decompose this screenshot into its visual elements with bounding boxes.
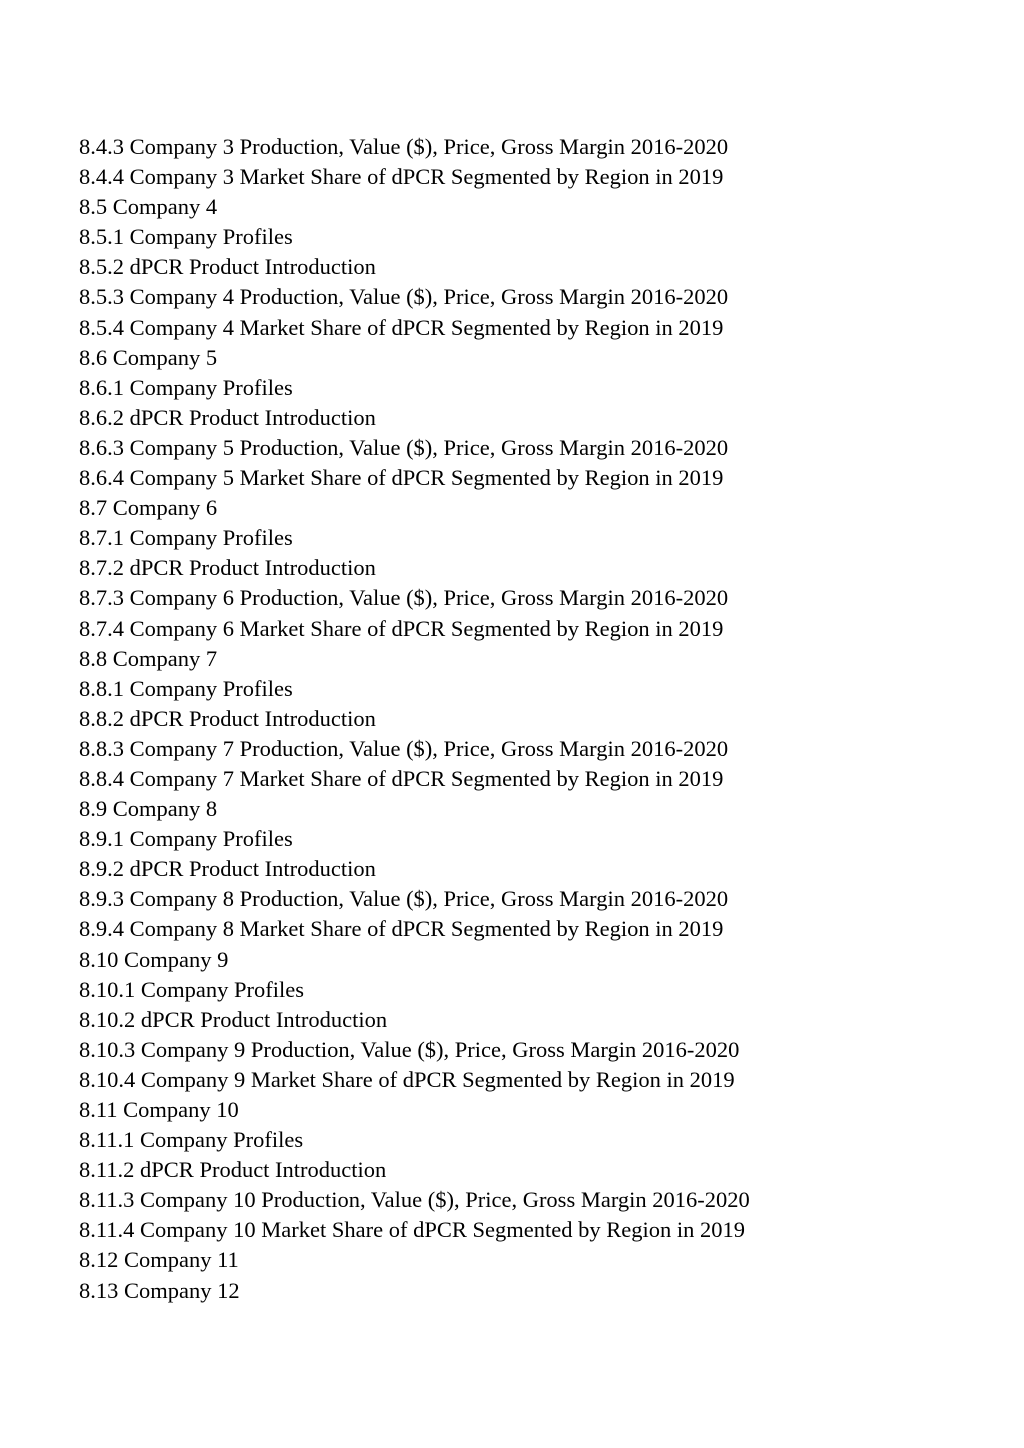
toc-line: 8.5 Company 4 <box>79 194 218 220</box>
toc-line: 8.6.2 dPCR Product Introduction <box>79 404 376 430</box>
toc-line: 8.9.2 dPCR Product Introduction <box>79 856 376 882</box>
toc-line: 8.10.1 Company Profiles <box>79 976 304 1002</box>
toc-line: 8.10.4 Company 9 Market Share of dPCR Segmented by Region in 2019 <box>79 1066 735 1092</box>
toc-line: 8.10.2 dPCR Product Introduction <box>79 1006 388 1032</box>
toc-line: 8.7.4 Company 6 Market Share of dPCR Segmented by Region in 2019 <box>79 615 724 641</box>
toc-line: 8.11.2 dPCR Product Introduction <box>79 1157 387 1183</box>
toc-line: 8.8.4 Company 7 Market Share of dPCR Segmented by Region in 2019 <box>79 765 724 791</box>
toc-line: 8.5.2 dPCR Product Introduction <box>79 254 376 280</box>
table-of-contents <box>79 132 750 1306</box>
toc-line: 8.7 Company 6 <box>79 495 218 521</box>
toc-line: 8.7.2 dPCR Product Introduction <box>79 555 376 581</box>
toc-line: 8.11.4 Company 10 Market Share of dPCR Segmented by Region in 2019 <box>79 1217 745 1243</box>
toc-line: 8.9.3 Company 8 Production, Value ($), Price, Gross Margin 2016-2020 <box>79 886 729 912</box>
toc-line: 8.4.3 Company 3 Production, Value ($), Price, Gross Margin 2016-2020 <box>79 134 729 159</box>
toc-line: 8.7.3 Company 6 Production, Value ($), Price, Gross Margin 2016-2020 <box>79 585 729 611</box>
toc-line: 8.9.4 Company 8 Market Share of dPCR Segmented by Region in 2019 <box>79 916 724 942</box>
toc-line: 8.6.4 Company 5 Market Share of dPCR Segmented by Region in 2019 <box>79 465 724 491</box>
toc-line: 8.10 Company 9 <box>79 946 229 972</box>
toc-line: 8.8.1 Company Profiles <box>79 675 293 701</box>
toc-line: 8.12 Company 11 <box>79 1247 239 1273</box>
toc-line: 8.7.1 Company Profiles <box>79 525 293 551</box>
toc-line: 8.5.4 Company 4 Market Share of dPCR Segmented by Region in 2019 <box>79 314 724 340</box>
toc-line: 8.6.3 Company 5 Production, Value ($), Price, Gross Margin 2016-2020 <box>79 434 729 460</box>
toc-line: 8.13 Company 12 <box>79 1277 240 1303</box>
toc-line: 8.8.3 Company 7 Production, Value ($), Price, Gross Margin 2016-2020 <box>79 735 729 761</box>
toc-line: 8.11.3 Company 10 Production, Value ($), Price, Gross Margin 2016-2020 <box>79 1187 750 1213</box>
toc-line: 8.5.3 Company 4 Production, Value ($), Price, Gross Margin 2016-2020 <box>79 284 729 310</box>
toc-line: 8.10.3 Company 9 Production, Value ($), Price, Gross Margin 2016-2020 <box>79 1036 740 1062</box>
toc-line: 8.8.2 dPCR Product Introduction <box>79 705 376 731</box>
toc-line: 8.8 Company 7 <box>79 645 218 671</box>
toc-line: 8.6.1 Company Profiles <box>79 374 293 400</box>
toc-line: 8.9.1 Company Profiles <box>79 826 293 852</box>
toc-line: 8.4.4 Company 3 Market Share of dPCR Segmented by Region in 2019 <box>79 164 724 190</box>
toc-line: 8.6 Company 5 <box>79 344 218 370</box>
toc-line: 8.11 Company 10 <box>79 1097 239 1122</box>
toc-line: 8.9 Company 8 <box>79 796 218 822</box>
toc-line: 8.11.1 Company Profiles <box>79 1127 304 1153</box>
toc-line: 8.5.1 Company Profiles <box>79 224 293 250</box>
